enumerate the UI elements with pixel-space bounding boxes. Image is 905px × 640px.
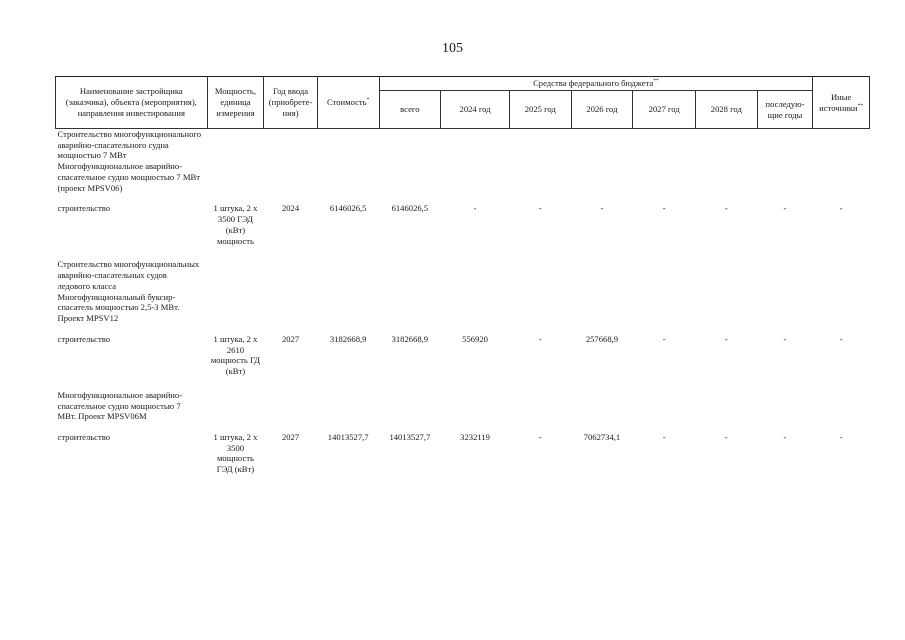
item-2026: 257668,9 [585,333,619,344]
item-cost: 3182668,9 [329,333,367,344]
item-2028: - [724,203,728,214]
item-name: строительство [57,203,111,214]
col-header-later-years: последую-щие годы [757,91,813,129]
col-header-capacity: Мощность, единица измерения [207,77,264,129]
section-row [56,390,870,422]
item-2024: 3232119 [460,432,490,443]
col-header-2027: 2027 год [633,91,696,129]
investment-table [55,76,870,488]
item-later: - [783,203,787,214]
section-row [56,161,870,193]
item-year: 2024 [281,203,300,214]
col-header-federal-budget: Средства федерального бюджета** [379,77,813,91]
item-2027: - [662,432,666,443]
item-2027: - [662,203,666,214]
col-header-year: Год ввода (приобрете-ния) [264,77,318,129]
section-name: Строительство многофункциональных аварийно-спасательных судов ледового класса [57,259,200,291]
col-header-cost: Стоимость* [317,77,379,129]
item-2025: - [538,333,542,344]
col-header-2028: 2028 год [695,91,757,129]
item-cost: 14013527,7 [327,432,369,443]
section-name: Многофункциональный буксир-спасатель мощностью 2,5-3 МВт. Проект MPSV12 [57,291,180,324]
col-header-2024: 2024 год [441,91,510,129]
item-name: строительство [57,432,111,443]
item-2024: 556920 [462,333,488,344]
section-name: Многофункциональное аварийно-спасательное судно мощностью 7 МВт. Проект MPSV06M [57,389,183,422]
item-2024: - [473,203,477,214]
item-2026: - [600,203,604,214]
item-year: 2027 [281,333,300,344]
section-row [56,129,870,162]
item-2025: - [538,203,542,214]
item-capacity: 1 штука, 2 х 2610 мощность ГД (кВт) [210,333,261,377]
section-row [56,292,870,324]
table-row [56,422,870,488]
page-number: 105 [442,41,463,56]
item-year: 2027 [281,432,300,443]
item-capacity: 1 штука, 2 х 3500 ГЭД (кВт) мощность [213,203,258,246]
section-name: Многофункциональное аварийно-спасательное судно мощностью 7 МВт (проект MPSV06) [57,161,200,193]
table-row [56,324,870,390]
table-row [56,193,870,259]
item-total: 3182668,9 [391,333,429,344]
item-later: - [783,432,787,443]
item-name: строительство [57,333,111,344]
col-header-name: Наименование застройщика (заказчика), объекта (мероприятия), направления инвестирования [56,77,208,129]
item-total: 14013527,7 [389,432,431,443]
item-capacity: 1 штука, 2 х 3500 мощность ГЭД (кВт) [213,432,258,475]
item-2028: - [724,432,728,443]
section-row [56,259,870,291]
section-name: Строительство многофункционального аварийно-спасательного судна мощностью 7 МВт [57,129,202,161]
item-cost: 6146026,5 [329,203,367,214]
item-2026: 7062734,1 [583,432,621,443]
col-header-other-sources: Иные источники** [813,77,870,129]
item-later: - [783,333,787,344]
item-total: 6146026,5 [391,203,429,214]
col-header-2025: 2025 год [509,91,571,129]
item-other: - [839,333,843,344]
item-2027: - [662,333,666,344]
col-header-total: всего [379,91,441,129]
item-other: - [839,203,843,214]
col-header-2026: 2026 год [571,91,633,129]
item-2028: - [724,333,728,344]
item-other: - [839,432,843,443]
item-2025: - [538,432,542,443]
